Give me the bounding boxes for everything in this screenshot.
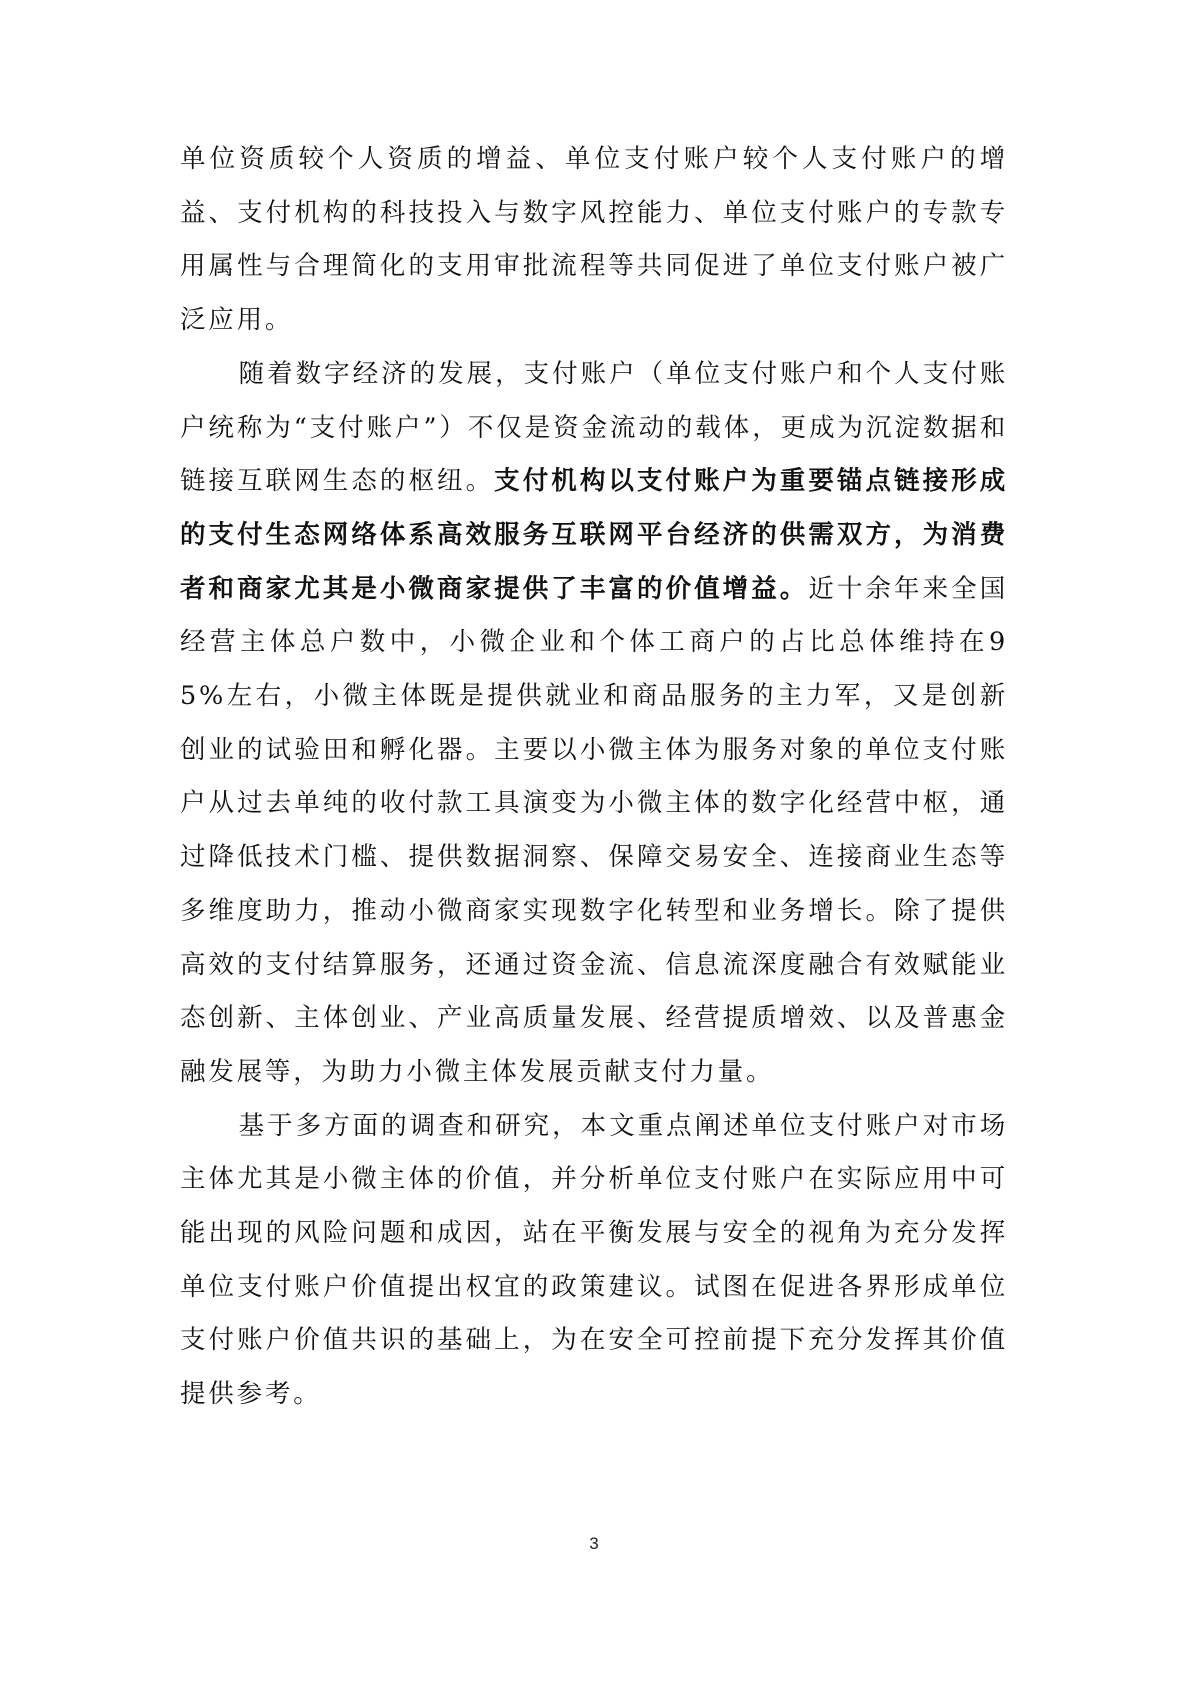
- body-text: [180, 133, 1008, 1422]
- paragraph-continuation: 单位资质较个人资质的增益、单位支付账户较个人支付账户的增益、支付机构的科技投入与数字风控能力、单位支付账户的专款专用属性与合理简化的支用审批流程等共同促进了单位支付账户被广泛应用。: [180, 144, 1008, 336]
- paragraph-lead-text: 随着数字经济的发展，支付账户（单位支付账户和个人支付账户统称为“支付账户”）不仅是资金流动的载体，更成为沉淀数据和链接互联网生态的枢纽。: [180, 358, 1008, 497]
- paragraph-tail-text: 近十余年来全国经营主体总户数中，小微企业和个体工商户的占比总体维持在95%左右，小微主体既是提供就业和商品服务的主力军，又是创新创业的试验田和孵化器。主要以小微主体为服务对象的单位支付账户从过去单纯的收付款工具演变为小微主体的数字化经营中枢，通过降低技术门槛、提供数据洞察、保障交易安全、连接商业生态等多维度助力，推动小微商家实现数字化转型和业务增长。除了提供高效的支付结算服务，还通过资金流、信息流深度融合有效赋能业态创新、主体创业、产业高质量发展、经营提质增效、以及普惠金融发展等，为助力小微主体发展贡献支付力量。: [180, 573, 1008, 1087]
- paragraph-bold-emphasis: 支付机构以支付账户为重要锚点链接形成的支付生态网络体系高效服务互联网平台经济的供需双方，为消费者和商家尤其是小微商家提供了丰富的价值增益。: [180, 466, 1008, 604]
- paragraph-digital-economy: [180, 348, 1008, 1100]
- paragraph-research-purpose: 基于多方面的调查和研究，本文重点阐述单位支付账户对市场主体尤其是小微主体的价值，并分析单位支付账户在实际应用中可能出现的风险问题和成因，站在平衡发展与安全的视角为充分发挥单位支付账户价值提出权宜的政策建议。试图在促进各界形成单位支付账户价值共识的基础上，为在安全可控前提下充分发挥其价值提供参考。: [180, 1110, 1008, 1410]
- page-number: 3: [589, 1534, 599, 1553]
